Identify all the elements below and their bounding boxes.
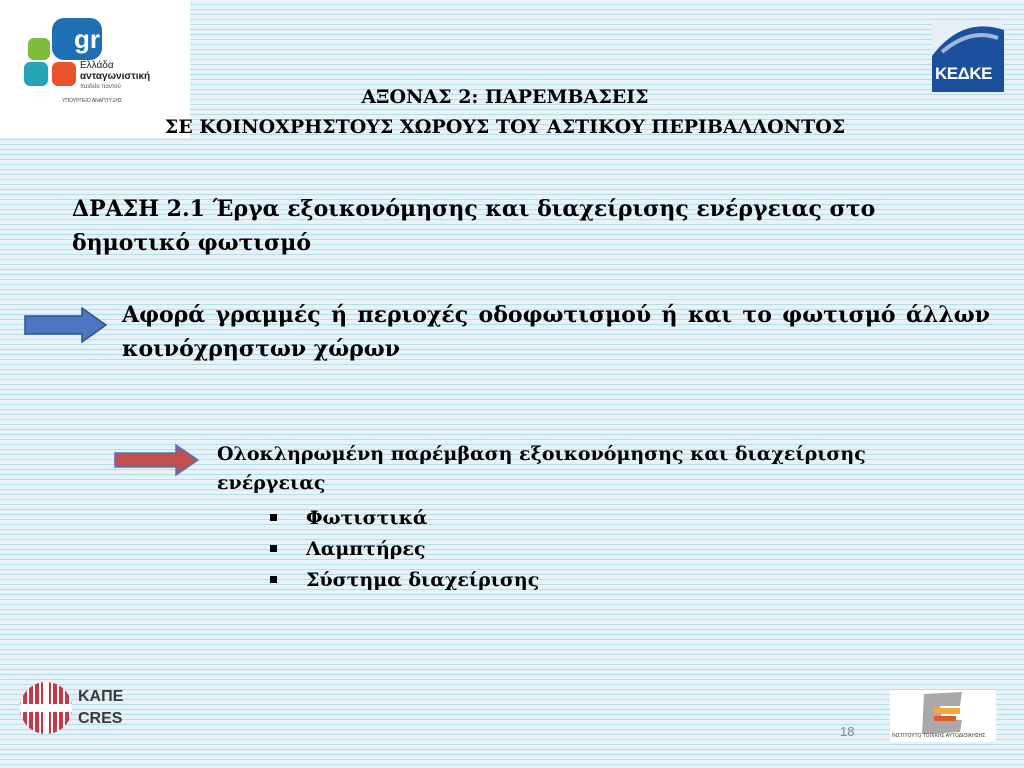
gr-logo-line1: Ελλάδα bbox=[80, 60, 114, 71]
kape-cres-logo bbox=[18, 672, 138, 748]
gr-logo-line3: παιδεία παντού bbox=[80, 84, 121, 90]
gr-logo-line2: ανταγωνιστική bbox=[80, 71, 151, 82]
action-heading: ΔΡΑΣΗ 2.1 Έργα εξοικονόμησης και διαχείρισης ενέργειας στο δημοτικό φωτισμό bbox=[72, 196, 876, 256]
red-arrow-icon bbox=[114, 444, 200, 476]
list-item: Λαμπτήρες bbox=[270, 534, 539, 565]
bullet-square-icon bbox=[270, 514, 277, 521]
measures-list bbox=[270, 503, 539, 596]
bullet-square-icon bbox=[270, 545, 277, 552]
kedke-logo-text: ΚΕΔΚΕ bbox=[935, 64, 992, 83]
point-1-text: Αφορά γραμμές ή περιοχές οδοφωτισμού ή και το φωτισμό άλλων κοινόχρηστων χώρων bbox=[122, 302, 990, 362]
list-item: Σύστημα διαχείρισης bbox=[270, 565, 539, 596]
blue-arrow-icon bbox=[24, 307, 108, 343]
gr-mark-text: gr bbox=[74, 24, 100, 54]
kape-logo-text: ΚΑΠΕ bbox=[78, 688, 124, 705]
point-2-text: Ολοκληρωμένη παρέμβαση εξοικονόμησης και διαχείρισης ενέργειας bbox=[217, 443, 866, 494]
ita-logo bbox=[890, 690, 996, 742]
slide-title-line2: ΣΕ ΚΟΙΝΟΧΡΗΣΤΟΥΣ ΧΩΡΟΥΣ ΤΟΥ ΑΣΤΙΚΟΥ ΠΕΡΙΒΑΛΛΟΝΤΟΣ bbox=[164, 116, 846, 138]
kape-logo-graphic bbox=[18, 672, 74, 748]
kedke-logo bbox=[932, 22, 1004, 92]
list-item: Φωτιστικά bbox=[270, 503, 539, 534]
cres-logo-text: CRES bbox=[78, 710, 123, 727]
gr-logo-ministry: ΥΠΟΥΡΓΕΙΟ ΑΝΑΠΤΥΞΗΣ bbox=[62, 98, 123, 104]
slide-title-line1: ΑΞΟΝΑΣ 2: ΠΑΡΕΜΒΑΣΕΙΣ bbox=[361, 86, 649, 108]
bullet-square-icon bbox=[270, 576, 277, 583]
ita-logo-text: ΙΝΣΤΙΤΟΥΤΟ ΤΟΠΙΚΗΣ ΑΥΤΟΔΙΟΙΚΗΣΗΣ bbox=[892, 733, 986, 739]
page-number: 18 bbox=[840, 724, 855, 739]
